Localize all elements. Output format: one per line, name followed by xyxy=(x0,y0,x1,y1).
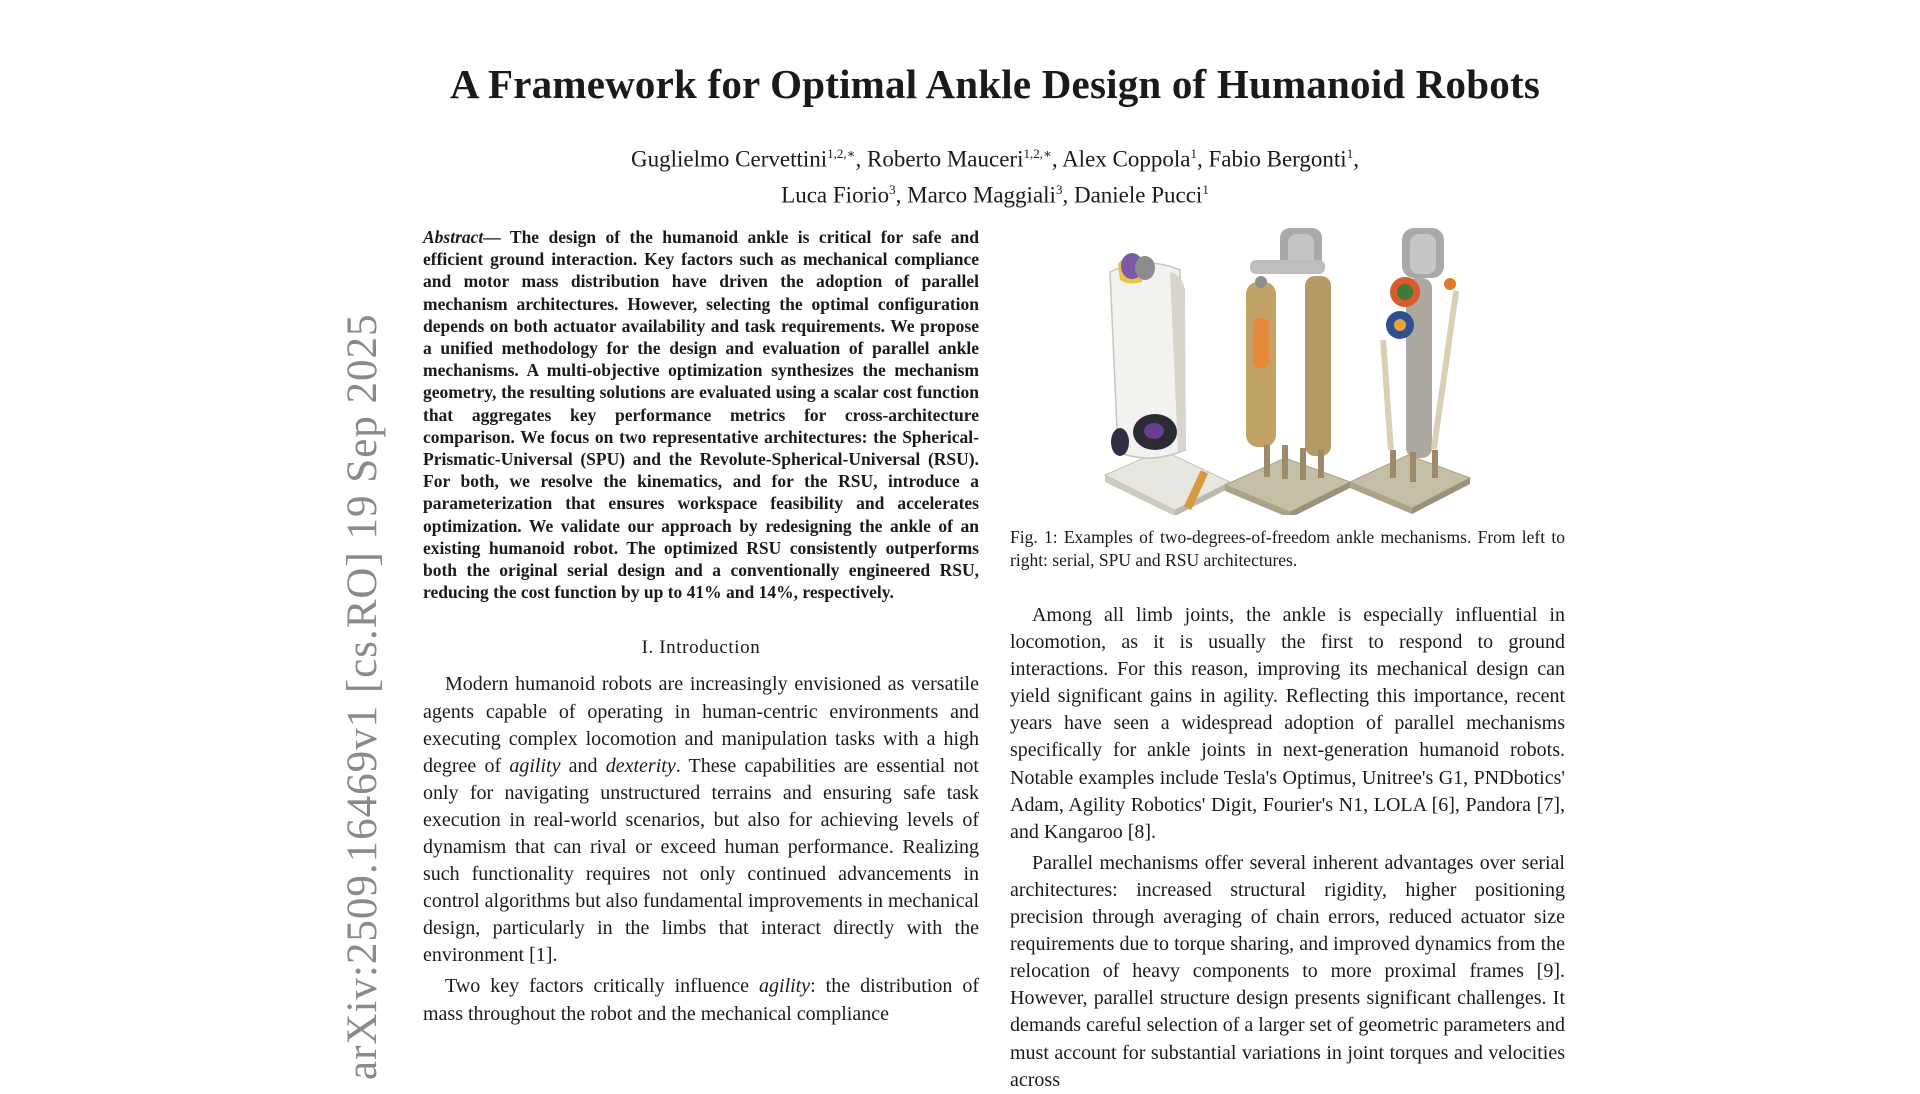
figure-1-ankle-mechanisms xyxy=(1010,220,1565,520)
abstract xyxy=(423,226,979,603)
author-affiliation: 1,2,∗ xyxy=(827,146,856,161)
author-affiliation: 1 xyxy=(1346,146,1354,161)
author-affiliation: 1 xyxy=(1202,181,1209,197)
right-paragraph-1: Among all limb joints, the ankle is especially influential in locomotion, as it is usually the first to respond to ground interactions. For this reason, improving its mechanical design can yield significant gains in agility. Reflecting this importance, recent years have seen a widespread adoption of parallel mechanisms specifically for ankle joints in next-generation humanoid robots. Notable examples include Tesla's Optimus, Unitree's G1, PNDbotics' Adam, Agility Robotics' Digit, Fourier's N1, LOLA [6], Pandora [7], and Kangaroo [8]. xyxy=(1010,604,1565,843)
author-name: Daniele Pucci xyxy=(1073,182,1203,208)
author-affiliation: 1,2,∗ xyxy=(1023,146,1052,161)
intro-paragraph-2 xyxy=(423,973,979,1027)
right-paragraph-2: Parallel mechanisms offer several inherent advantages over serial architectures: increased structural rigidity, higher positioning precision through averaging of chain errors, reduced actuator size requirements due to torque sharing, and improved dynamics from the relocation of heavy components to more proximal frames [9]. However, parallel structure design presents significant challenges. It demands careful selection of a larger set of geometric parameters and must account for substantial variations in joint torques and velocities across xyxy=(1010,851,1565,1091)
section-heading-text: I. Introduction xyxy=(641,637,761,659)
author-name: Marco Maggiali xyxy=(907,182,1056,208)
right-column xyxy=(1010,220,1565,1094)
ankle-mechanisms-illustration xyxy=(1050,220,1510,515)
paper-title: A Framework for Optimal Ankle Design of Humanoid Robots xyxy=(450,61,1540,107)
intro-p1-text-b: and xyxy=(560,754,606,777)
intro-p1-emph-agility: agility xyxy=(509,754,561,777)
abstract-text: — The design of the humanoid ankle is critical for safe and efficient ground interaction. Key factors such as mechanical compliance and motor mass distribution have driven the adoption of parallel mechanism architectures. However, selecting the optimal configuration depends on both actuator availability and task requirements. We propose a unified methodology for the design and evaluation of parallel ankle mechanisms. A multi-objective optimization synthesizes the mechanism geometry, the resulting solutions are evaluated using a scalar cost function that aggregates key performance metrics for cross-architecture comparison. We focus on two representative architectures: the Spherical-Prismatic-Universal (SPU) and the Revolute-Spherical-Universal (RSU). For both, we resolve the kinematics, and for the RSU, introduce a parameterization that ensures workspace feasibility and accelerates optimization. We validate our approach by redesigning the ankle of an existing humanoid robot. The optimized RSU consistently outperforms both the original serial design and a conventionally engineered RSU, reducing the cost function by up to 41% and 14%, respectively. xyxy=(423,227,979,603)
author-name: Luca Fiorio xyxy=(781,182,890,208)
author-name: Roberto Mauceri xyxy=(867,146,1024,172)
author-name: Guglielmo Cervettini xyxy=(631,146,828,172)
author-affiliation: 1 xyxy=(1190,146,1197,161)
serial-ankle-render xyxy=(1105,253,1230,515)
intro-paragraph-1 xyxy=(423,671,979,969)
author-line-1: Guglielmo Cervettini$^{1,2,∗}$, Roberto Mauceri$^{1,2,∗}$, Alex Coppola$^1$, Fabio Bergonti$^1$, xyxy=(631,146,1359,172)
intro-p1-emph-dexterity: dexterity xyxy=(605,754,676,777)
intro-p2-text-b: : the distribution of mass throughout the robot and the mechanical compliance xyxy=(423,975,979,1025)
intro-p2-emph-agility: agility xyxy=(759,975,811,998)
author-list xyxy=(380,139,1610,210)
spu-ankle-render xyxy=(1225,228,1350,515)
intro-p1-text-c: . These capabilities are essential not only for navigating unstructured terrains and ensuring safe task execution in real-world scenarios, but also for achieving levels of dynamism that can rival or exceed human performance. Realizing such functionality requires not only continued advancements in control algorithms but also fundamental improvements in mechanical design, particularly in the limbs that interact directly with the environment [1]. xyxy=(423,754,979,967)
intro-p2-text-a: Two key factors critically influence xyxy=(445,975,760,998)
abstract-label: Abstract xyxy=(423,227,484,247)
intro-p1-text-a: Modern humanoid robots are increasingly envisioned as versatile agents capable of operating in human-centric environments and executing complex locomotion and manipulation tasks with a high degree of xyxy=(423,673,979,777)
figure-1-caption: Fig. 1: Examples of two-degrees-of-freedom ankle mechanisms. From left to right: serial, SPU and RSU architectures. xyxy=(1010,527,1565,570)
left-column xyxy=(423,226,979,1028)
author-affiliation: 3 xyxy=(889,181,896,197)
author-name: Fabio Bergonti xyxy=(1208,146,1347,172)
rsu-ankle-render xyxy=(1350,228,1470,514)
author-name: Alex Coppola xyxy=(1062,146,1191,172)
author-affiliation: 3 xyxy=(1055,181,1063,197)
arxiv-stamp: arXiv:2509.16469v1 [cs.RO] 19 Sep 2025 xyxy=(339,313,386,1080)
section-heading-introduction xyxy=(423,637,979,659)
author-line-2: Luca Fiorio$^3$, Marco Maggiali$^3$, Daniele Pucci$^1$ xyxy=(781,181,1209,208)
